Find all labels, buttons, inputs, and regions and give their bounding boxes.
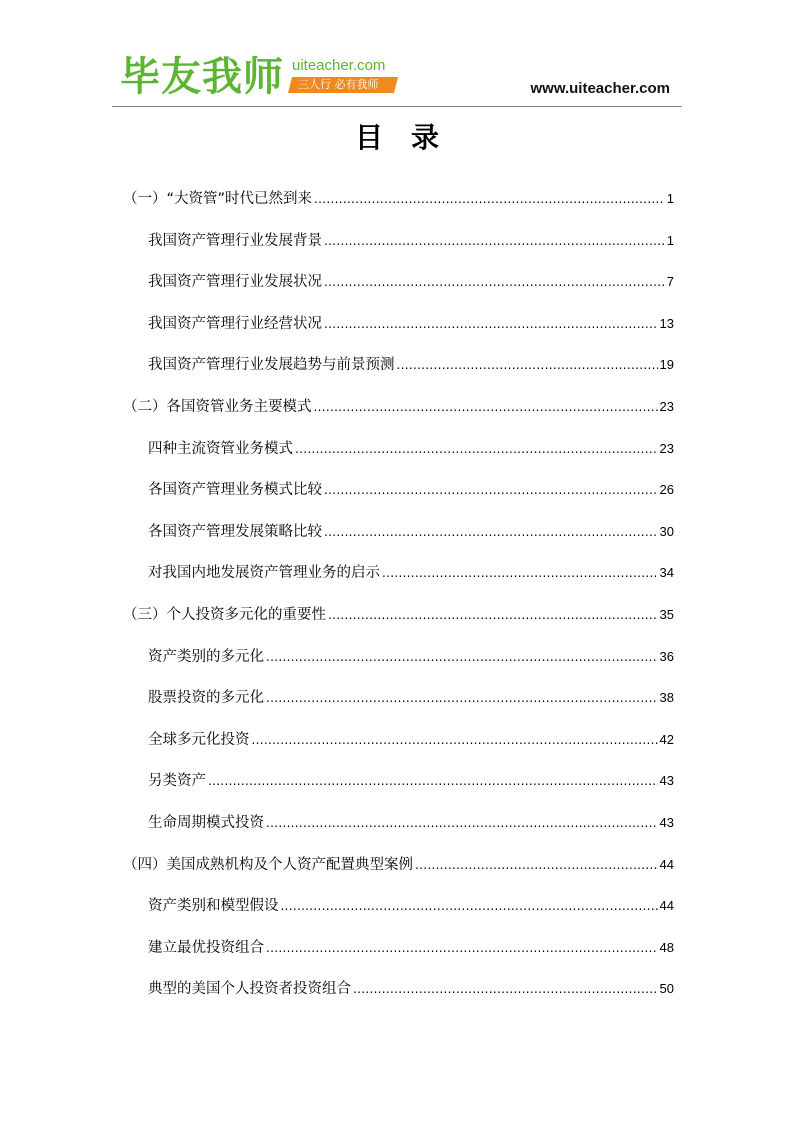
toc-dot-leader <box>324 519 658 545</box>
toc-page-number: 7 <box>666 274 674 290</box>
toc-dot-leader <box>208 768 658 794</box>
toc-entry-title: 资产类别和模型假设 <box>148 898 279 915</box>
toc-dot-leader <box>324 477 658 503</box>
toc-section-entry[interactable] <box>123 602 674 644</box>
toc-entry-title: 建立最优投资组合 <box>148 939 264 956</box>
toc-page-number: 50 <box>659 981 674 997</box>
toc-subsection-entry[interactable] <box>123 935 674 977</box>
logo-slogan-banner <box>290 77 396 93</box>
header-url: www.uiteacher.com <box>530 80 670 97</box>
logo-text: 毕友我师 <box>120 54 284 100</box>
toc-entry-title: 我国资产管理行业发展趋势与前景预测 <box>148 357 395 374</box>
logo-side <box>290 58 402 93</box>
toc-page-number: 48 <box>659 939 674 955</box>
toc-dot-leader <box>266 644 658 670</box>
toc-dot-leader <box>324 311 658 337</box>
toc-entry-title: 我国资产管理行业发展背景 <box>148 232 322 249</box>
toc-subsection-entry[interactable] <box>123 976 674 1018</box>
toc-subsection-entry[interactable] <box>123 228 674 270</box>
toc-title: 目 录 <box>354 121 439 154</box>
toc-entry-title: 股票投资的多元化 <box>148 690 264 707</box>
toc-page-number: 38 <box>659 690 674 706</box>
toc-dot-leader <box>353 976 658 1002</box>
toc-entry-title: 四种主流资管业务模式 <box>148 440 293 457</box>
toc-entry-title: （二）各国资管业务主要模式 <box>123 398 312 415</box>
toc-subsection-entry[interactable] <box>123 810 674 852</box>
toc-subsection-entry[interactable] <box>123 519 674 561</box>
toc-entry-title: 对我国内地发展资产管理业务的启示 <box>148 565 380 582</box>
toc-dot-leader <box>266 935 658 961</box>
toc-entry-title: （一）“大资管”时代已然到来 <box>123 191 313 207</box>
toc-entry-title: 我国资产管理行业经营状况 <box>148 315 322 332</box>
toc-dot-leader <box>295 436 658 462</box>
toc-list <box>123 186 674 1018</box>
toc-dot-leader <box>252 727 658 753</box>
toc-subsection-entry[interactable] <box>123 477 674 519</box>
toc-dot-leader <box>397 352 658 378</box>
toc-page-number: 34 <box>659 565 674 581</box>
toc-dot-leader <box>281 893 658 919</box>
toc-page-number: 43 <box>659 814 674 830</box>
toc-page-number: 30 <box>659 523 674 539</box>
toc-subsection-entry[interactable] <box>123 893 674 935</box>
toc-dot-leader <box>266 810 658 836</box>
toc-page-number: 13 <box>659 315 674 331</box>
toc-dot-leader <box>415 852 658 878</box>
toc-section-entry[interactable] <box>123 186 674 228</box>
toc-entry-title: 生命周期模式投资 <box>148 814 264 831</box>
toc-entry-title: 各国资产管理业务模式比较 <box>148 482 322 499</box>
toc-entry-title: 资产类别的多元化 <box>148 648 264 665</box>
toc-section-entry[interactable] <box>123 394 674 436</box>
toc-dot-leader <box>314 394 658 420</box>
toc-subsection-entry[interactable] <box>123 436 674 478</box>
toc-entry-title: 全球多元化投资 <box>148 731 250 748</box>
toc-page-number: 35 <box>659 606 674 622</box>
toc-dot-leader <box>328 602 658 628</box>
page-header <box>112 52 682 107</box>
toc-page-number: 44 <box>659 898 674 914</box>
toc-dot-leader <box>266 685 658 711</box>
toc-entry-title: （四）美国成熟机构及个人资产配置典型案例 <box>123 856 413 873</box>
toc-page-number: 19 <box>659 357 674 373</box>
toc-entry-title: 另类资产 <box>148 773 206 790</box>
toc-page-number: 1 <box>666 232 674 248</box>
toc-page-number: 44 <box>659 856 674 872</box>
toc-dot-leader <box>324 228 665 254</box>
toc-dot-leader <box>324 269 665 295</box>
toc-subsection-entry[interactable] <box>123 560 674 602</box>
toc-entry-title: 典型的美国个人投资者投资组合 <box>148 981 351 998</box>
toc-page-number: 1 <box>666 191 674 206</box>
toc-section-entry[interactable] <box>123 852 674 894</box>
toc-entry-title: 各国资产管理发展策略比较 <box>148 523 322 540</box>
toc-page-number: 26 <box>659 482 674 498</box>
toc-entry-title: （三）个人投资多元化的重要性 <box>123 606 326 623</box>
toc-entry-title: 我国资产管理行业发展状况 <box>148 274 322 291</box>
toc-subsection-entry[interactable] <box>123 311 674 353</box>
toc-subsection-entry[interactable] <box>123 685 674 727</box>
toc-page-number: 42 <box>659 731 674 747</box>
toc-dot-leader <box>314 186 665 212</box>
logo-domain: uiteacher.com <box>292 57 386 74</box>
toc-page-number: 36 <box>659 648 674 664</box>
toc-page-number: 23 <box>659 398 674 414</box>
toc-page-number: 43 <box>659 773 674 789</box>
toc-dot-leader <box>382 560 658 586</box>
logo-slogan: 三人行 必有我师 <box>298 78 379 91</box>
toc-subsection-entry[interactable] <box>123 644 674 686</box>
toc-subsection-entry[interactable] <box>123 352 674 394</box>
toc-subsection-entry[interactable] <box>123 727 674 769</box>
toc-page-number: 23 <box>659 440 674 456</box>
toc-subsection-entry[interactable] <box>123 768 674 810</box>
toc-subsection-entry[interactable] <box>123 269 674 311</box>
